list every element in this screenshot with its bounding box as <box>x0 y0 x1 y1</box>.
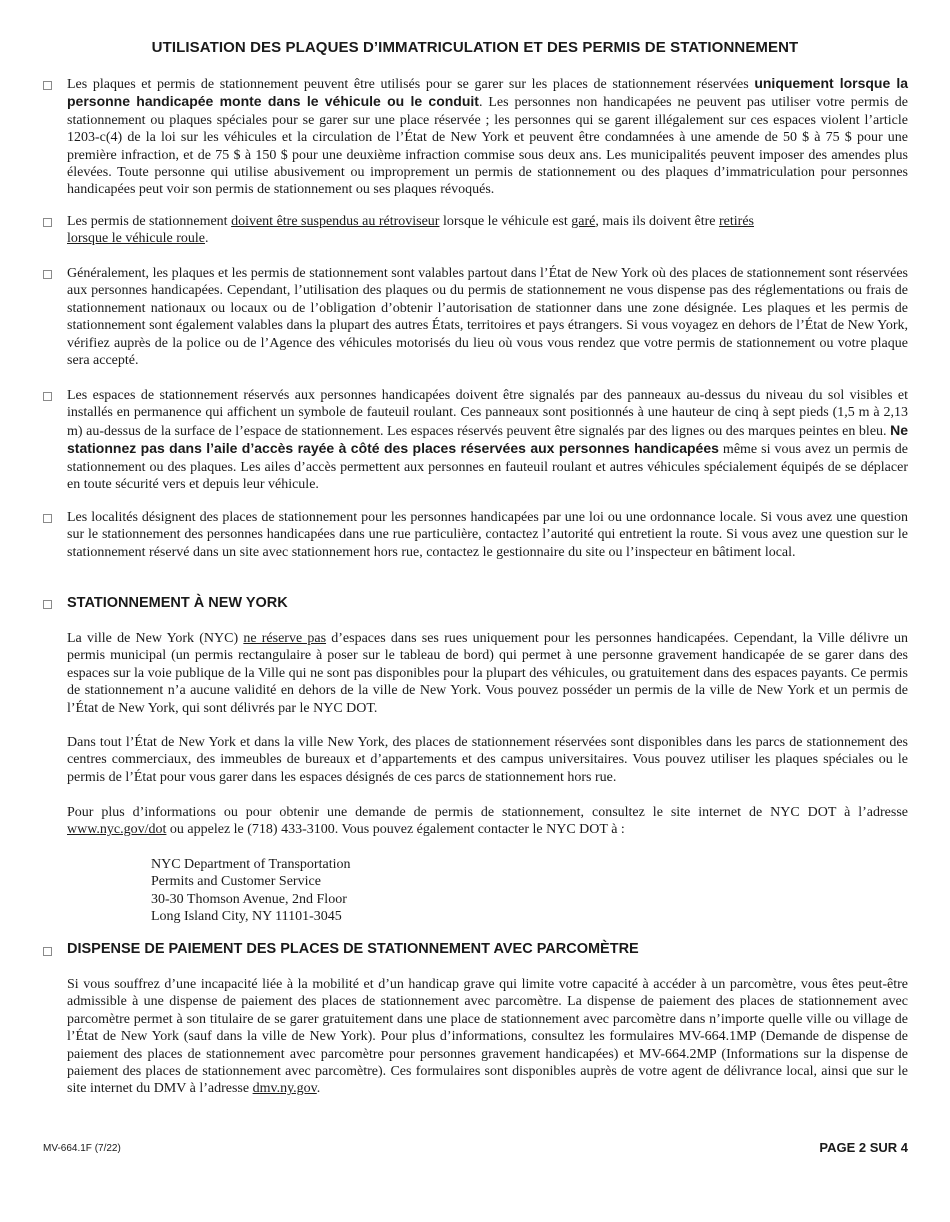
underlined-text: retirés <box>719 214 754 229</box>
address-line: Permits and Customer Service <box>151 874 321 890</box>
checkbox-5[interactable] <box>43 514 52 523</box>
underlined-text: ne réserve pas <box>243 631 327 646</box>
text: . <box>316 1081 321 1097</box>
text: Les plaques et permis de stationnement peuvent être utilisés pour se garer sur les places de stationnement réservées <box>67 77 755 92</box>
paragraph-nyc-offstreet <box>67 734 908 786</box>
text: Les espaces de stationnement réservés aux personnes handicapées doivent être signalés par des panneaux au-dessus du niveau du sol visibles et installés en permanence qui affichent un symbole de fauteuil roulant. Ces panneaux sont positionnés à une hauteur de cinq à sept pieds (1,5 m à 2,13 m) au-dessus de la surface de l’espace de stationnement. Les espaces réservés peuvent être signalés par des lignes ou des marques peintes en bleu. <box>67 388 908 439</box>
underlined-text: garé <box>571 214 596 229</box>
paragraph-signage <box>67 387 908 493</box>
underlined-text: lorsque le véhicule roule <box>67 231 206 247</box>
checkbox-4[interactable] <box>43 392 52 401</box>
text: Si vous souffrez d’une incapacité liée à la mobilité et d’un handicap grave qui limite votre capacité à accéder à un parcomètre, vous êtes peut-être admissible à une dispense de paiement des places de stationnement avec parcomètre. La dispense de paiement des places de stationnement avec parcomètre permet à son titulaire de se garer gratuitement dans une place de stationnement avec parcomètre dans n’importe quelle ville ou village de l’État de New York (sauf dans la ville de New York). Pour plus d’informations, consultez les formulaires MV-664.1MP (Demande de dispense de paiement des places de stationnement avec parcomètre pour personnes gravement handicapées) et MV-664.2MP (Informations sur la dispense de paiement des places de stationnement avec parcomètre). Ces formulaires sont disponibles auprès de votre agent de délivrance local, ainsi que sur le site internet du DMV à l’adresse <box>67 977 908 1097</box>
text: La ville de New York (NYC) <box>67 631 244 646</box>
text: Généralement, les plaques et les permis de stationnement sont valables partout dans l’État de New York où des places de stationnement sont réservées aux personnes handicapées. Cependant, l’utilisation des plaques ou du permis de stationnement ne vous dispense pas des réglementations ou frais de stationnement nationaux ou locaux ou de l’obligation d’obtenir l’autorisation de stationner dans une zone désignée. Les plaques et les permis de stationnement sont également valables dans la plupart des autres États, territoires et pays étrangers. Si vous voyagez en dehors de l’État de New York, vérifiez auprès de la police ou de l’Agence des véhicules motorisés du lieu où vous vous rendez que votre permis de stationnement ou votre plaque sera accepté. <box>67 266 908 369</box>
paragraph-meter-waiver <box>67 976 908 1098</box>
text: , mais ils doivent être <box>595 214 720 229</box>
page-title: UTILISATION DES PLAQUES D’IMMATRICULATION ET DES PERMIS DE STATIONNEMENT <box>151 39 799 56</box>
page-number: PAGE 2 SUR 4 <box>819 1140 908 1155</box>
text: ou appelez le (718) 433-3100. Vous pouvez également contacter le NYC DOT à : <box>166 822 625 838</box>
paragraph-validity <box>67 265 908 369</box>
checkbox-6[interactable] <box>43 600 52 609</box>
checkbox-7[interactable] <box>43 947 52 956</box>
dmv-link[interactable]: dmv.ny.gov <box>252 1081 317 1097</box>
form-id: MV-664.1F (7/22) <box>43 1143 121 1154</box>
nyc-dot-link[interactable]: www.nyc.gov/dot <box>67 822 167 838</box>
checkbox-3[interactable] <box>43 270 52 279</box>
text: . Les personnes non handicapées ne peuvent pas utiliser votre permis de stationnement ou plaques spéciales pour se garer sur une place réservée ; les personnes qui se garent illégalement sur ces espaces violent l’article 1203-c(4) de la loi sur les véhicules et la circulation de l’État de New York et peuvent être condamnées à une amende de 50 $ à 75 $ pour une première infraction, et de 75 $ à 150 $ pour une deuxième infraction commise sous deux ans. Les municipalités peuvent imposer des amendes plus élevées. Toute personne qui utilise abusivement ou improprement un permis de stationnement ou des plaques d’immatriculation pour personnes handicapées peut voir son permis de stationnement ou ses plaques révoqués. <box>67 95 908 198</box>
paragraph-plates-usage <box>67 75 908 199</box>
section-heading: STATIONNEMENT À NEW YORK <box>67 595 288 611</box>
paragraph-nyc-contact <box>67 804 908 839</box>
underlined-text: doivent être suspendus au rétroviseur <box>231 214 440 229</box>
section-heading: DISPENSE DE PAIEMENT DES PLACES DE STATIONNEMENT AVEC PARCOMÈTRE <box>67 941 639 957</box>
paragraph-localities <box>67 509 908 561</box>
nyc-dot-address <box>151 856 350 926</box>
address-line: Long Island City, NY 11101-3045 <box>151 909 342 925</box>
checkbox-2[interactable] <box>43 218 52 227</box>
text: lorsque le véhicule est <box>439 214 572 229</box>
paragraph-nyc-permit <box>67 630 908 717</box>
text: Dans tout l’État de New York et dans la ville New York, des places de stationnement réservées sont disponibles dans les parcs de stationnement des centres commerciaux, des immeubles de bureaux et d’appartements et des campus universitaires. Vous pouvez utiliser les plaques spéciales ou le permis de l’État pour vous garer dans les espaces désignés de ces parcs de stationnement hors rue. <box>67 735 908 785</box>
text: Pour plus d’informations ou pour obtenir une demande de permis de stationnement, consultez le site internet de NYC DOT à l’adresse <box>67 805 908 820</box>
address-line: 30-30 Thomson Avenue, 2nd Floor <box>151 891 347 907</box>
section-nyc <box>67 595 908 611</box>
text: . <box>205 231 209 247</box>
text: même si vous avez un permis de stationnement ou des plaques. Les ailes d’accès permettent aux personnes en fauteuil roulant et autres véhicules spécialement équipés de se déplacer en toute sécurité vers et depuis leur véhicule. <box>67 442 909 493</box>
text: Les localités désignent des places de stationnement pour les personnes handicapées par une loi ou une ordonnance locale. Si vous avez une question sur le stationnement des personnes handicapées dans une rue particulière, contactez l’autorité qui entretient la route. Si vous avez une question sur le stationnement réservé dans un site avec stationnement hors rue, contactez le gestionnaire du site ou l’inspecteur en bâtiment local. <box>67 510 908 560</box>
text: Les permis de stationnement <box>67 214 232 229</box>
text: d’espaces dans ses rues uniquement pour les personnes handicapées. Cependant, la Ville délivre un permis municipal (un permis rectangulaire à poser sur le tableau de bord) qui permet à une personne gravement handicapée de se garer dans des espaces sur la voie publique de la Ville qui ne sont pas disponibles pour la plupart des véhicules, ou gratuitement dans des espaces payants. Ce permis de stationnement n’a aucune validité en dehors de la ville de New York. Vous pouvez posséder un permis de la ville de New York et un permis de l’État de New York, qui sont délivrés par le NYC DOT. <box>67 631 908 716</box>
checkbox-1[interactable] <box>43 81 52 90</box>
bold-text: Ne stationnez pas dans l’aile d’accès rayée à côté des places réservées aux personnes handicapées <box>67 421 908 457</box>
section-meter-waiver <box>67 941 908 957</box>
bold-text: uniquement lorsque la personne handicapée monte dans le véhicule ou le conduit <box>67 75 908 110</box>
paragraph-hang-permit <box>67 213 827 248</box>
address-line: NYC Department of Transportation <box>151 857 351 872</box>
